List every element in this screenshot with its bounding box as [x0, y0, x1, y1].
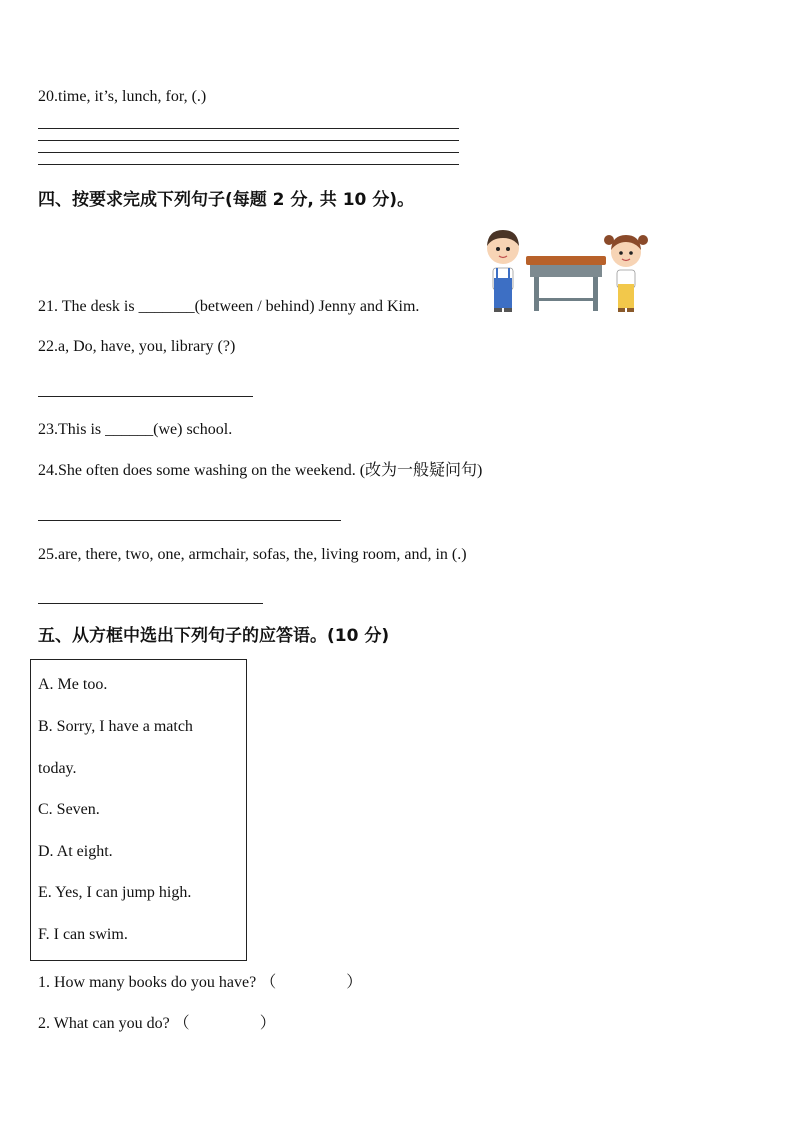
girl-figure — [604, 235, 648, 312]
answer-line[interactable] — [38, 128, 459, 129]
option-b: B. Sorry, I have a match — [38, 718, 193, 735]
question-24: 24.She often does some washing on the weekend. (改为一般疑问句) — [38, 462, 483, 479]
question-25: 25.are, there, two, one, armchair, sofas, the, living room, and, in (.) — [38, 546, 467, 563]
question-22: 22.a, Do, have, you, library (?) — [38, 338, 236, 355]
option-b-continued: today. — [38, 760, 77, 777]
answer-line[interactable] — [38, 140, 459, 141]
option-d: D. At eight. — [38, 843, 113, 860]
question-23: 23.This is ______(we) school. — [38, 421, 233, 438]
question-21: 21. The desk is _______(between / behind) Jenny and Kim. — [38, 298, 420, 315]
desk-figure — [526, 256, 606, 311]
answer-line[interactable] — [38, 603, 263, 604]
boy-figure — [487, 230, 519, 312]
option-a: A. Me too. — [38, 676, 108, 693]
desk-illustration — [480, 226, 660, 316]
option-e: E. Yes, I can jump high. — [38, 884, 192, 901]
section-5-title: 五、从方框中选出下列句子的应答语。(10 分) — [38, 626, 390, 646]
fill-blank[interactable]: ______ — [105, 421, 154, 438]
option-c: C. Seven. — [38, 801, 100, 818]
fill-blank[interactable]: _______ — [138, 298, 195, 315]
answer-line[interactable] — [38, 152, 459, 153]
section-4-title: 四、按要求完成下列句子(每题 2 分, 共 10 分)。 — [38, 190, 415, 210]
match-question-2: 2. What can you do? （ ） — [38, 1015, 276, 1032]
option-f: F. I can swim. — [38, 926, 128, 943]
question-20: 20.time, it’s, lunch, for, (.) — [38, 88, 207, 105]
answer-line[interactable] — [38, 520, 341, 521]
answer-line[interactable] — [38, 396, 253, 397]
answer-line[interactable] — [38, 164, 459, 165]
match-question-1: 1. How many books do you have? （ ） — [38, 974, 363, 991]
